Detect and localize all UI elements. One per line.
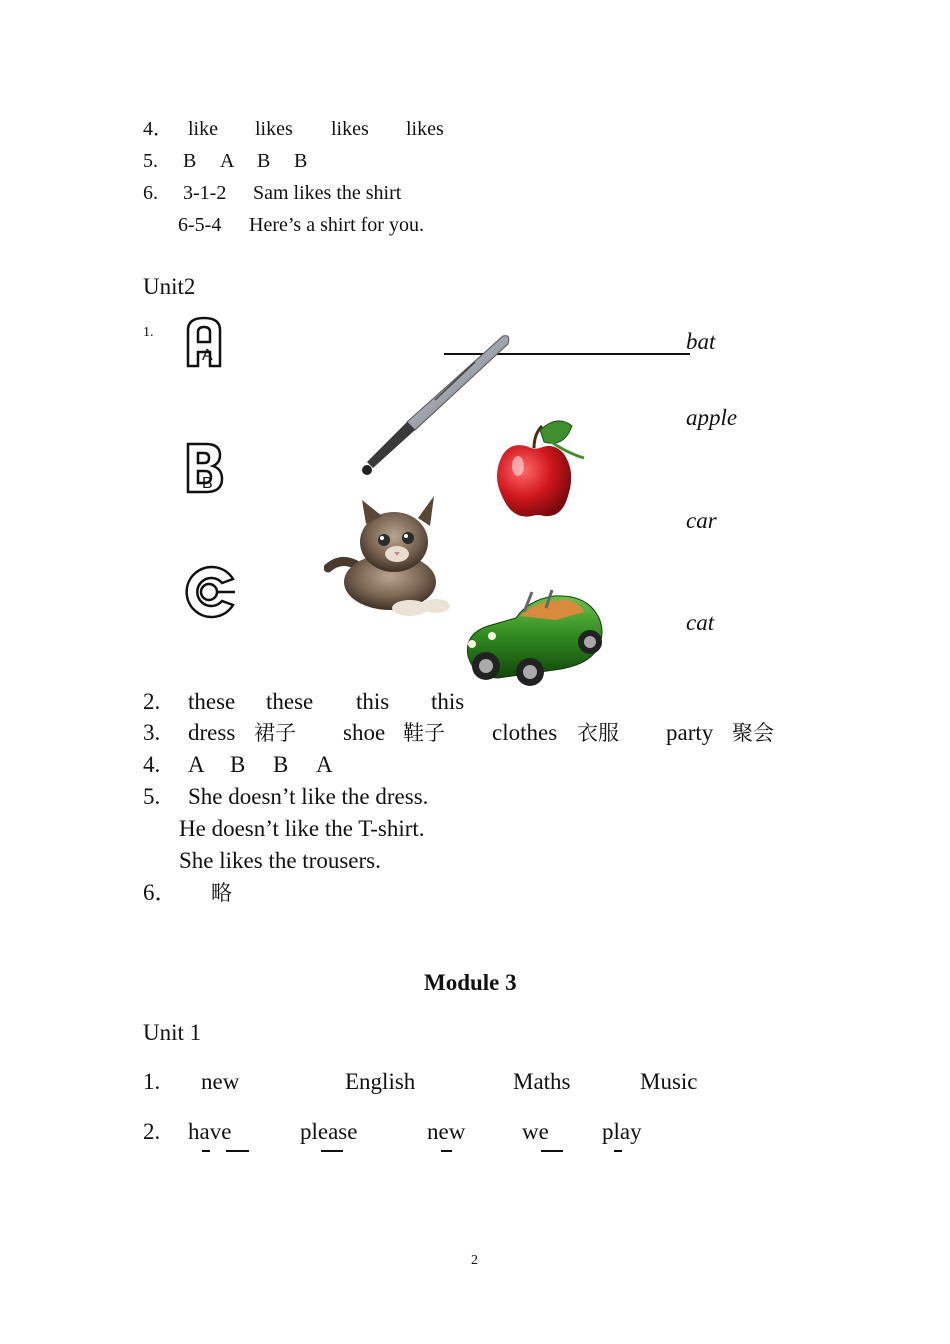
q4-number: 4.: [143, 752, 161, 777]
q6-sentence: Here’s a shirt for you.: [249, 214, 424, 236]
match-word: bat: [686, 329, 716, 354]
q6-number: 6.: [143, 182, 158, 204]
svg-text:A: A: [202, 347, 213, 364]
q4-word: likes: [255, 118, 293, 140]
q3-number: 3.: [143, 720, 161, 745]
q2-word: this: [431, 689, 465, 714]
q2-number: 2.: [143, 689, 161, 714]
q3-chinese: 裙子: [254, 721, 296, 745]
m3-q2-word: play: [602, 1119, 642, 1144]
q6-order-code: 6-5-4: [178, 214, 222, 236]
toy-car-icon: [458, 586, 608, 690]
letter-a-icon: [184, 316, 226, 368]
letter-underline: [202, 1150, 210, 1152]
q2-word: this: [356, 689, 390, 714]
letter-underline: [441, 1150, 452, 1152]
match-word: cat: [686, 610, 715, 635]
m3-q1-word: English: [345, 1069, 416, 1094]
q3-english: clothes: [492, 720, 558, 745]
letter-underline: [541, 1150, 563, 1152]
q6-sentence: Sam likes the shirt: [253, 182, 402, 204]
q5-answer: B: [257, 150, 271, 172]
q4-word: likes: [331, 118, 369, 140]
q5-sentence: He doesn’t like the T-shirt.: [179, 816, 425, 841]
q3-english: shoe: [343, 720, 386, 745]
m3-q1-word: Maths: [513, 1069, 571, 1094]
q6-omitted: 略: [211, 881, 232, 905]
q4-number: 4．: [143, 118, 173, 140]
m3-q2-word: please: [300, 1119, 358, 1144]
q4-answer: A: [316, 752, 333, 777]
module-title: Module 3: [424, 970, 517, 995]
q6-order-code: 3-1-2: [183, 182, 227, 204]
q5-answer: A: [220, 150, 235, 172]
page-number: 2: [471, 1253, 478, 1268]
q5-sentence: She doesn’t like the dress.: [188, 784, 429, 809]
q5-answer: B: [294, 150, 308, 172]
q5-sentence: She likes the trousers.: [179, 848, 381, 873]
m3-q1-number: 1.: [143, 1069, 161, 1094]
m3-q1-word: new: [201, 1069, 240, 1094]
q5-answer: B: [183, 150, 197, 172]
q3-chinese: 衣服: [577, 721, 619, 745]
match-word: apple: [686, 405, 738, 430]
apple-icon: [488, 412, 592, 522]
q5-number: 5.: [143, 150, 158, 172]
q3-chinese: 聚会: [732, 721, 774, 745]
m3-q1-word: Music: [640, 1069, 698, 1094]
svg-text:B: B: [202, 475, 213, 492]
unit-heading: Unit 1: [143, 1020, 202, 1045]
q4-answer: B: [273, 752, 289, 777]
letter-underline: [226, 1150, 249, 1152]
q6-number: 6．: [143, 880, 178, 905]
q3-chinese: 鞋子: [403, 721, 445, 745]
m3-q2-number: 2.: [143, 1119, 161, 1144]
kitten-icon: [324, 492, 456, 620]
match-word: car: [686, 508, 717, 533]
letter-underline: [321, 1150, 343, 1152]
q4-answer: B: [230, 752, 246, 777]
letter-c-icon: [181, 563, 239, 621]
q3-english: party: [666, 720, 714, 745]
m3-q2-word: new: [427, 1119, 466, 1144]
q2-word: these: [188, 689, 236, 714]
unit-heading: Unit2: [143, 274, 196, 299]
q4-answer: A: [188, 752, 205, 777]
q3-english: dress: [188, 720, 236, 745]
m3-q2-word: we: [522, 1119, 549, 1144]
q2-word: these: [266, 689, 314, 714]
q1-number: 1.: [143, 325, 154, 340]
q4-word: likes: [406, 118, 444, 140]
letter-b-icon: [184, 442, 226, 494]
q5-number: 5.: [143, 784, 161, 809]
m3-q2-word: have: [188, 1119, 232, 1144]
letter-underline: [614, 1150, 622, 1152]
q4-word: like: [188, 118, 218, 140]
